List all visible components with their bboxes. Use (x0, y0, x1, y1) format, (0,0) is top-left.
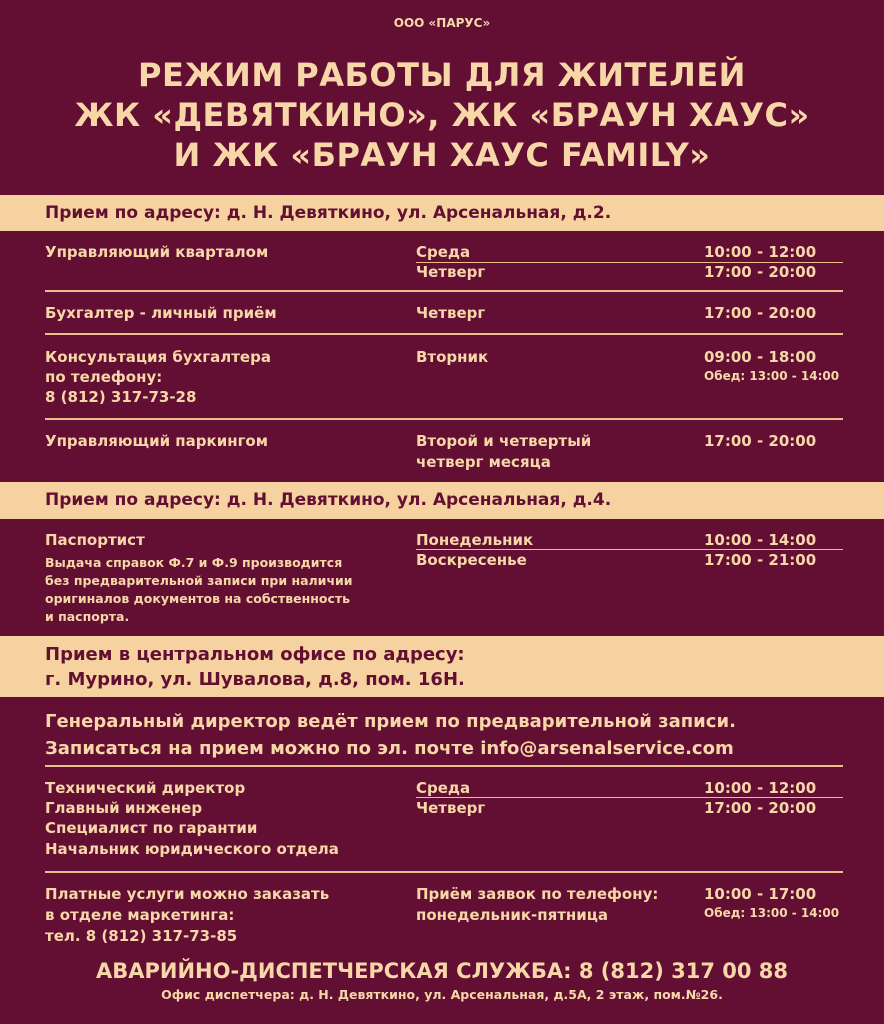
day-label: Приём заявок по телефону: (416, 885, 659, 903)
day-label: Понедельник (416, 531, 534, 549)
staff-label: Начальник юридического отдела (45, 840, 339, 858)
role-note: Выдача справок Ф.7 и Ф.9 производится (45, 555, 343, 570)
time-label: 17:00 - 20:00 (704, 432, 817, 450)
time-label: 09:00 - 18:00 (704, 348, 817, 366)
title-line: И ЖК «БРАУН ХАУС FAMILY» (173, 136, 711, 174)
day-label: Второй и четвертый (416, 432, 592, 450)
paid-services-label: в отделе маркетинга: (45, 906, 235, 924)
role-note: оригиналов документов на собственность (45, 591, 351, 606)
section-header (0, 636, 884, 697)
time-label: 17:00 - 20:00 (704, 263, 817, 281)
dispatch-office: Офис диспетчера: д. Н. Девяткино, ул. Арсенальная, д.5А, 2 этаж, пом.№26. (161, 987, 723, 1002)
divider (45, 871, 843, 873)
day-label: Вторник (416, 348, 489, 366)
time-label: 10:00 - 17:00 (704, 885, 817, 903)
time-label: 17:00 - 21:00 (704, 551, 817, 569)
title-line: РЕЖИМ РАБОТЫ ДЛЯ ЖИТЕЛЕЙ (138, 56, 746, 94)
section-header: Прием по адресу: д. Н. Девяткино, ул. Арсенальная, д.2. (0, 195, 884, 231)
page-title (0, 55, 884, 175)
day-label: Среда (416, 779, 471, 797)
paid-services-label: Платные услуги можно заказать (45, 885, 330, 903)
notice-line: Записаться на прием можно по эл. почте info@arsenalservice.com (45, 738, 734, 759)
role-label: Управляющий паркингом (45, 432, 268, 450)
section-header-line: г. Мурино, ул. Шувалова, д.8, пом. 16Н. (45, 669, 465, 690)
notice-line: Генеральный директор ведёт прием по предварительной записи. (45, 711, 736, 732)
staff-label: Специалист по гарантии (45, 819, 258, 837)
day-label: Воскресенье (416, 551, 527, 569)
day-label: Четверг (416, 263, 486, 281)
emergency-line: АВАРИЙНО-ДИСПЕТЧЕРСКАЯ СЛУЖБА: 8 (812) 317 00 88 (95, 959, 789, 983)
staff-label: Технический директор (45, 779, 246, 797)
title-line: ЖК «ДЕВЯТКИНО», ЖК «БРАУН ХАУС» (74, 96, 810, 134)
day-label: четверг месяца (416, 453, 551, 471)
time-label: 10:00 - 14:00 (704, 531, 817, 549)
lunch-note: Обед: 13:00 - 14:00 (704, 906, 840, 920)
divider (45, 418, 843, 420)
section-header-line: Прием в центральном офисе по адресу: (45, 644, 465, 665)
time-label: 17:00 - 20:00 (704, 799, 817, 817)
phone-label: 8 (812) 317-73-28 (45, 388, 197, 406)
role-note: и паспорта. (45, 609, 130, 624)
company-name: ООО «ПАРУС» (393, 16, 491, 30)
day-label: Среда (416, 243, 471, 261)
role-label: по телефону: (45, 368, 163, 386)
day-label: Четверг (416, 799, 486, 817)
day-label: Четверг (416, 304, 486, 322)
section-header: Прием по адресу: д. Н. Девяткино, ул. Арсенальная, д.4. (0, 482, 884, 519)
appointment-notice (45, 708, 736, 762)
divider (45, 765, 843, 767)
staff-label: Главный инженер (45, 799, 203, 817)
day-label: понедельник-пятница (416, 906, 609, 924)
role-label: Консультация бухгалтера (45, 348, 271, 366)
phone-label: тел. 8 (812) 317-73-85 (45, 927, 238, 945)
lunch-note: Обед: 13:00 - 14:00 (704, 369, 840, 383)
role-label: Паспортист (45, 531, 145, 549)
divider (45, 290, 843, 292)
time-label: 17:00 - 20:00 (704, 304, 817, 322)
role-note: без предварительной записи при наличии (45, 573, 353, 588)
time-label: 10:00 - 12:00 (704, 779, 817, 797)
role-label: Бухгалтер - личный приём (45, 304, 277, 322)
divider (45, 333, 843, 335)
role-label: Управляющий кварталом (45, 243, 269, 261)
time-label: 10:00 - 12:00 (704, 243, 817, 261)
